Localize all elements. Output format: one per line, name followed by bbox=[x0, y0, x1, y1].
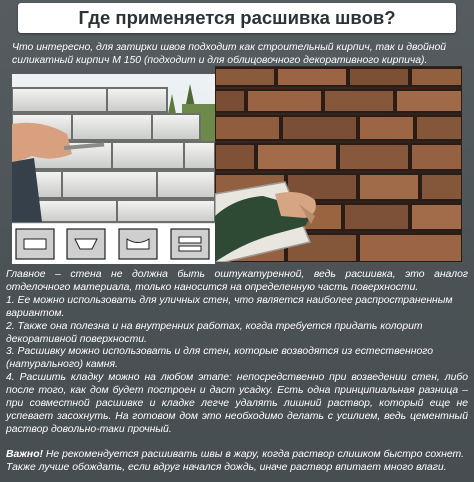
paragraph-main: Главное – стена не должна быть оштукатуренной, ведь расшивка, это аналог отделочного материала, только наносится на определенную часть поверхности. bbox=[6, 269, 468, 293]
brick-jointing-photo bbox=[12, 74, 215, 264]
title-bar bbox=[18, 3, 456, 33]
brown-brick-wall-photo bbox=[215, 66, 462, 262]
intro-text: Что интересно, для затирки швов подходит как строительный кирпич, так и двойной силикатный кирпич М 150 (подходит и для облицовочного декоративного кирпича). bbox=[12, 42, 447, 66]
important-note bbox=[6, 449, 468, 475]
white-brick-wall-illustration bbox=[12, 74, 215, 264]
paragraph-point-2: 2. Также она полезна и на внутренних работах, когда требуется придать колорит декоративной поверхности. bbox=[6, 320, 423, 345]
page-title: Где применяется расшивка швов? bbox=[78, 7, 396, 28]
paragraph-point-3: 3. Расшивку можно использовать и для стен, которые возводятся из естественного (натурального) камня. bbox=[6, 346, 434, 371]
article-body bbox=[6, 269, 468, 437]
note-label: Важно! bbox=[6, 449, 44, 460]
paragraph-point-4: 4. Расшить кладку можно на любом этапе: непосредственно при возведении стен, либо после того, как дом будет построен и даст усадку. Есть одна принципиальная разница – при совместной расшивке и кладке легче удалять лишний раствор, который еще не успевает засохнуть. На готовом дом это необходимо делать с усилием, ведь цементный раствор довольно-таки прочный. bbox=[6, 372, 468, 435]
brown-brick-wall-illustration bbox=[215, 66, 462, 262]
note-text: Не рекомендуется расшивать швы в жару, когда раствор слишком быстро сохнет. Также лучше обождать, если вдруг начался дождь, иначе раствор впитает много влаги. bbox=[6, 449, 464, 473]
paragraph-point-1: 1. Ее можно использовать для уличных стен, что является наиболее распространенным вариантом. bbox=[6, 294, 453, 319]
